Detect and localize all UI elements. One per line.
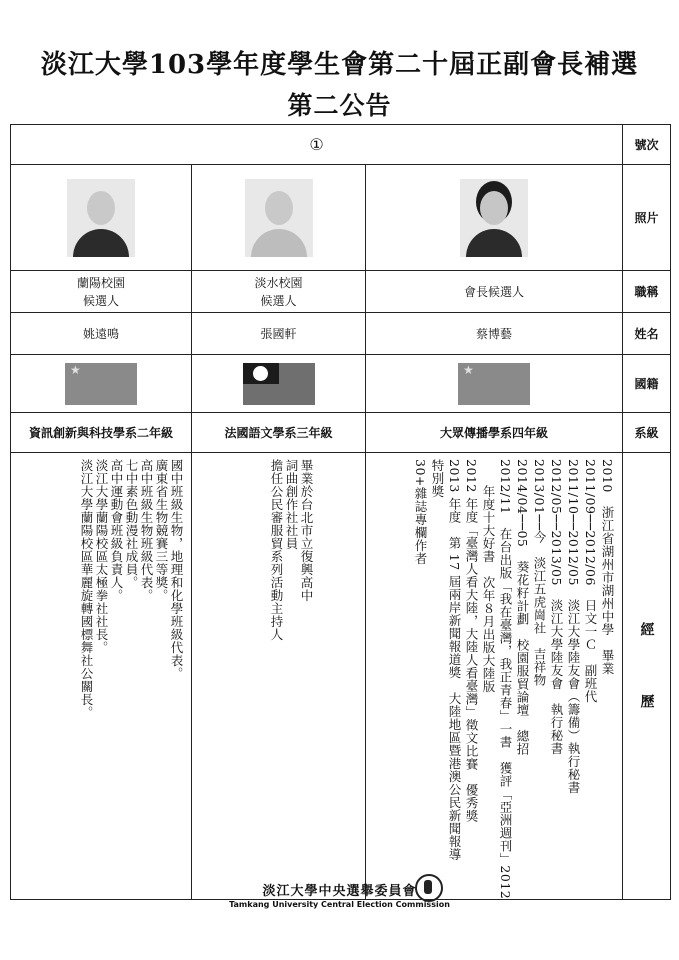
candidate-experience-3 (366, 453, 623, 900)
candidate-position-1 (11, 271, 192, 313)
experience-line: 2013/01──今 淡江五虎崗社 吉祥物 (532, 459, 548, 687)
candidate-department-2: 法國語文學系三年級 (192, 413, 366, 453)
prc-flag-icon: ★ (65, 363, 137, 405)
experience-line: 2012 年度「臺灣人看大陸，大陸人看臺灣」徵文比賽 優秀獎 (464, 459, 480, 823)
notice-subtitle: 第二公告 (287, 91, 392, 120)
candidate-experience-1 (11, 453, 192, 900)
candidate-name-2: 張國軒 (192, 313, 366, 355)
experience-line: 淡江大學蘭陽校區華麗旋轉國標舞社公關長。 (79, 459, 94, 719)
experience-line: 特別獎 (430, 459, 446, 498)
candidate-flag-3 (366, 355, 623, 413)
label-department: 系級 (623, 413, 671, 453)
notice-title: 淡江大學103學年度學生會第二十屆正副會長補選 (40, 50, 639, 80)
label-experience: 經 歷 (638, 622, 655, 731)
experience-line: 2012/11 在台出版「我在臺灣，我正青春」一書 獲評「亞洲週刊」2012 (498, 459, 514, 900)
experience-line: 2010 浙江省湖州市湖州中學 畢業 (600, 459, 616, 675)
label-position: 職稱 (623, 271, 671, 313)
footer-org-zh: 淡江大學中央選舉委員會 (262, 884, 417, 899)
label-name: 姓名 (623, 313, 671, 355)
candidate-photo-3 (366, 165, 623, 271)
candidate-flag-1 (11, 355, 192, 413)
experience-line: 七中素色動漫社成員。 (124, 459, 139, 589)
avatar (460, 179, 528, 257)
footer-org-en: Tamkang University Central Election Commission (229, 900, 450, 909)
label-experience-cell (623, 453, 671, 900)
label-photo: 照片 (623, 165, 671, 271)
candidate-name-1: 姚遠鳴 (11, 313, 192, 355)
avatar (245, 179, 313, 257)
position-line: 淡水校園 (254, 275, 303, 290)
experience-line: 2011/10──2012/05 淡江大學陸友會（籌備）執行秘書 (566, 459, 582, 794)
experience-line: 國中班級生物，地理和化學班級代表。 (169, 459, 184, 680)
position-line: 候選人 (260, 293, 297, 308)
experience-line: 2013 年度 第 17 屆兩岸新聞報道獎 大陸地區暨港澳公民新聞報導 (447, 459, 463, 862)
avatar (67, 179, 135, 257)
candidate-photo-2 (192, 165, 366, 271)
candidate-department-1: 資訊創新與科技學系二年級 (11, 413, 192, 453)
candidate-experience-2 (192, 453, 366, 900)
experience-line: 詞曲創作社社員 (284, 459, 299, 550)
experience-line: 2012/05──2013/05 淡江大學陸友會 執行秘書 (549, 459, 565, 755)
candidate-position-2 (192, 271, 366, 313)
ticket-number: ① (11, 125, 623, 165)
experience-line: 30+雜誌專欄作者 (413, 459, 429, 565)
position-line: 蘭陽校園 (76, 275, 125, 290)
candidate-name-3: 蔡博藝 (366, 313, 623, 355)
candidate-photo-1 (11, 165, 192, 271)
experience-line: 年度十大好書 次年８月出版大陸版 (481, 459, 497, 693)
experience-line: 廣東省生物競賽三等獎。 (154, 459, 169, 602)
experience-line: 淡江大學蘭陽校區太極拳社社長。 (94, 459, 109, 654)
experience-line: 高中班級生物班級代表。 (139, 459, 154, 602)
experience-line: 2014/04──05 葵花籽計劃 校園服貿論壇 總招 (515, 459, 531, 756)
experience-line: 2011/09──2012/06 日文一Ｃ 副班代 (583, 459, 599, 703)
footer (0, 880, 679, 909)
candidate-department-3: 大眾傳播學系四年級 (366, 413, 623, 453)
ballot-seal-icon (415, 874, 443, 902)
candidate-flag-2 (192, 355, 366, 413)
position-line: 會長候選人 (464, 285, 525, 299)
prc-flag-icon: ★ (458, 363, 530, 405)
candidate-table (10, 124, 671, 900)
experience-line: 高中運動會班級負責人。 (109, 459, 124, 602)
label-nationality: 國籍 (623, 355, 671, 413)
candidate-position-3 (366, 271, 623, 313)
label-number: 號次 (623, 125, 671, 165)
experience-line: 畢業於台北市立復興高中 (299, 459, 314, 602)
experience-line: 擔任公民審服貿系列活動主持人 (269, 459, 284, 641)
roc-flag-icon (243, 363, 315, 405)
position-line: 候選人 (82, 293, 119, 308)
